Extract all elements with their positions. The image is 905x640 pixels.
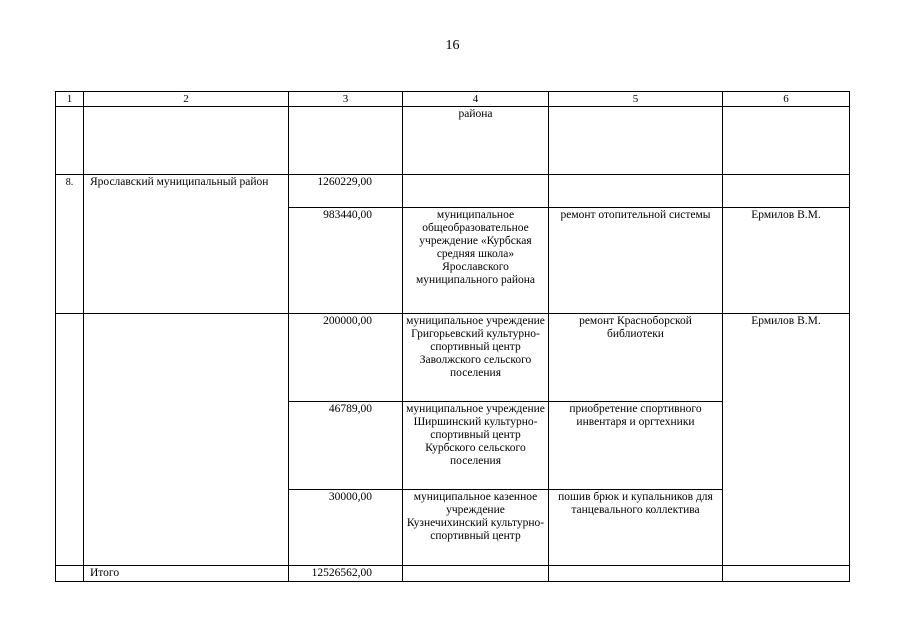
row-purpose: ремонт Красноборской библиотеки bbox=[549, 314, 723, 402]
row-person: Ермилов В.М. bbox=[723, 314, 850, 566]
continuation-institution: района bbox=[403, 107, 549, 175]
page-number: 16 bbox=[445, 38, 460, 53]
row-amount: 46789,00 bbox=[289, 402, 403, 490]
continuation-row bbox=[56, 107, 850, 175]
row-amount: 30000,00 bbox=[289, 490, 403, 566]
district-number: 8. bbox=[56, 175, 84, 314]
header-col-2: 2 bbox=[84, 92, 289, 107]
row-institution: муниципальное учреждение Григорьевский культурно-спортивный центр Заволжского сельского поселения bbox=[403, 314, 549, 402]
row-person: Ермилов В.М. bbox=[723, 208, 850, 314]
district-total: 1260229,00 bbox=[289, 175, 403, 208]
total-row bbox=[56, 566, 850, 582]
header-col-1: 1 bbox=[56, 92, 84, 107]
total-amount: 12526562,00 bbox=[289, 566, 403, 582]
row-purpose: пошив брюк и купальников для танцевального коллектива bbox=[549, 490, 723, 566]
row-purpose: ремонт отопительной системы bbox=[549, 208, 723, 314]
district-row bbox=[56, 175, 850, 208]
district-name: Ярославский муниципальный район bbox=[84, 175, 289, 314]
row-institution: муниципальное казенное учреждение Кузнечихинский культурно-спортивный центр bbox=[403, 490, 549, 566]
row-purpose: приобретение спортивного инвентаря и оргтехники bbox=[549, 402, 723, 490]
row-institution: муниципальное учреждение Ширшинский культурно-спортивный центр Курбского сельского поселения bbox=[403, 402, 549, 490]
allocation-table bbox=[55, 91, 850, 582]
row-amount: 200000,00 bbox=[289, 314, 403, 402]
row-institution: муниципальное общеобразовательное учреждение «Курбская средняя школа» Ярославского муниципального района bbox=[403, 208, 549, 314]
header-col-5: 5 bbox=[549, 92, 723, 107]
total-label: Итого bbox=[84, 566, 289, 582]
header-col-6: 6 bbox=[723, 92, 850, 107]
header-row bbox=[56, 92, 850, 107]
table-row bbox=[56, 314, 850, 402]
row-amount: 983440,00 bbox=[289, 208, 403, 314]
header-col-4: 4 bbox=[403, 92, 549, 107]
header-col-3: 3 bbox=[289, 92, 403, 107]
